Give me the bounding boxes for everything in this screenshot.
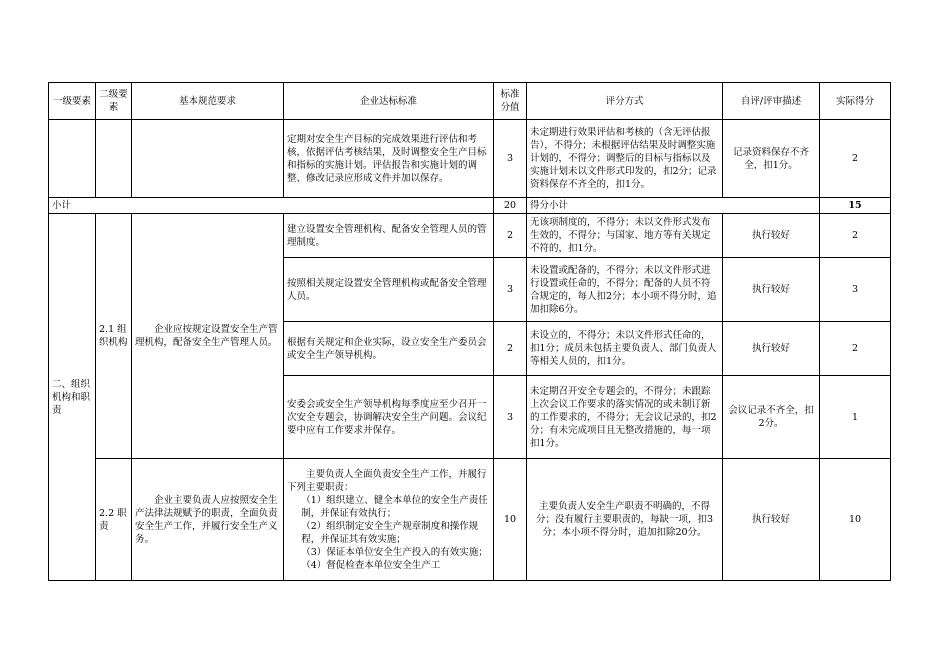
standard-cell: 建立设置安全管理机构、配备安全管理人员的管理制度。: [284, 214, 494, 258]
empty-cell: [49, 120, 96, 198]
subtotal-actual: 15: [820, 198, 891, 214]
self-eval-cell: 执行较好: [723, 258, 820, 322]
empty-cell: [96, 120, 132, 198]
actual-score-cell: 10: [820, 459, 891, 581]
score-value-cell: 10: [494, 459, 527, 581]
header-row: [49, 83, 891, 120]
actual-score-cell: 2: [820, 120, 891, 198]
score-value-cell: 3: [494, 258, 527, 322]
scoring-table: [48, 82, 891, 581]
level1-cell: 二、组织机构和职责: [49, 214, 96, 581]
basic-requirement-cell: 企业应按规定设置安全生产管理机构，配备安全生产管理人员。: [132, 214, 284, 459]
score-value-cell: 2: [494, 214, 527, 258]
duty-item: （4）督促检查本单位安全生产工: [301, 559, 441, 571]
subtotal-row: [49, 198, 891, 214]
method-cell: 主要负责人安全生产职责不明确的，不得分；没有履行主要职责的，每缺一项，扣3分；本小项不得分时，追加扣除20分。: [527, 459, 723, 581]
standard-cell: 根据有关规定和企业实际，设立安全生产委员会或安全生产领导机构。: [284, 322, 494, 376]
standard-cell: 安委会或安全生产领导机构每季度应至少召开一次安全专题会，协调解决安全生产问题。会议纪要中应有工作要求并保存。: [284, 376, 494, 459]
method-cell: 未定期进行效果评估和考核的（含无评估报告），不得分；未根据评估结果及时调整实施计划的，不得分；调整后的目标与指标以及实施计划未以文件形式印发的，扣2分；记录资料保存不齐全的，扣1分。: [527, 120, 723, 198]
empty-cell: [132, 120, 284, 198]
method-cell: 未设置或配备的，不得分；未以文件形式进行设置或任命的，不得分；配备的人员不符合规定的，每人扣2分；本小项不得分时，追加扣除6分。: [527, 258, 723, 322]
subtotal-label: 小计: [49, 198, 494, 214]
level2-cell: 2.1 组织机构: [96, 214, 132, 459]
self-eval-cell: 执行较好: [723, 459, 820, 581]
subtotal-score-value: 20: [494, 198, 527, 214]
score-value-cell: 3: [494, 120, 527, 198]
self-eval-cell: 记录资料保存不齐全，扣1分。: [723, 120, 820, 198]
duty-intro: 主要负责人全面负责安全生产工作，并履行下列主要职责：: [287, 468, 487, 493]
table-row: [49, 214, 891, 258]
actual-score-cell: 1: [820, 376, 891, 459]
header-standard: 企业达标标准: [284, 83, 494, 120]
method-cell: 无该项制度的，不得分；未以文件形式发布生效的，不得分；与国家、地方等有关规定不符的，扣1分。: [527, 214, 723, 258]
duty-item: （1）组织建立、健全本单位的安全生产责任制，并保证有效执行；: [301, 494, 488, 519]
self-eval-cell: 会议记录不齐全，扣2分。: [723, 376, 820, 459]
duty-item: （2）组织制定安全生产规章制度和操作规程，并保证其有效实施；: [301, 520, 479, 545]
self-eval-cell: 执行较好: [723, 214, 820, 258]
self-eval-cell: 执行较好: [723, 322, 820, 376]
header-score-value: 标准分值: [494, 83, 527, 120]
standard-cell: 按照相关规定设置安全管理机构或配备安全管理人员。: [284, 258, 494, 322]
score-value-cell: 3: [494, 376, 527, 459]
header-level2: 二级要素: [96, 83, 132, 120]
level2-cell: 2.2 职责: [96, 459, 132, 581]
method-cell: 未定期召开安全专题会的，不得分；未跟踪上次会议工作要求的落实情况的或未制订新的工作要求的，不得分；无会议记录的，扣2分；有未完成项目且无整改措施的，每一项扣1分。: [527, 376, 723, 459]
method-cell: 未设立的，不得分；未以文件形式任命的，扣1分；成员未包括主要负责人、部门负责人等相关人员的，扣1分。: [527, 322, 723, 376]
header-actual: 实际得分: [820, 83, 891, 120]
standard-cell: 定期对安全生产目标的完成效果进行评估和考核，依据评估考核结果，及时调整安全生产目标和指标的实施计划。评估报告和实施计划的调整、修改记录应形成文件并加以保存。: [284, 120, 494, 198]
basic-requirement-cell: 企业主要负责人应按照安全生产法律法规赋予的职责，全面负责安全生产工作，并履行安全生产义务。: [132, 459, 284, 581]
actual-score-cell: 2: [820, 214, 891, 258]
table-row: [49, 120, 891, 198]
actual-score-cell: 2: [820, 322, 891, 376]
header-level1: 一级要素: [49, 83, 96, 120]
header-method: 评分方式: [527, 83, 723, 120]
header-self-eval: 自评/评审描述: [723, 83, 820, 120]
duty-item: （3）保证本单位安全生产投入的有效实施；: [301, 546, 488, 558]
table-row: [49, 459, 891, 581]
subtotal-method: 得分小计: [527, 198, 820, 214]
actual-score-cell: 3: [820, 258, 891, 322]
score-value-cell: 2: [494, 322, 527, 376]
header-basic: 基本规范要求: [132, 83, 284, 120]
standard-cell: [284, 459, 494, 581]
